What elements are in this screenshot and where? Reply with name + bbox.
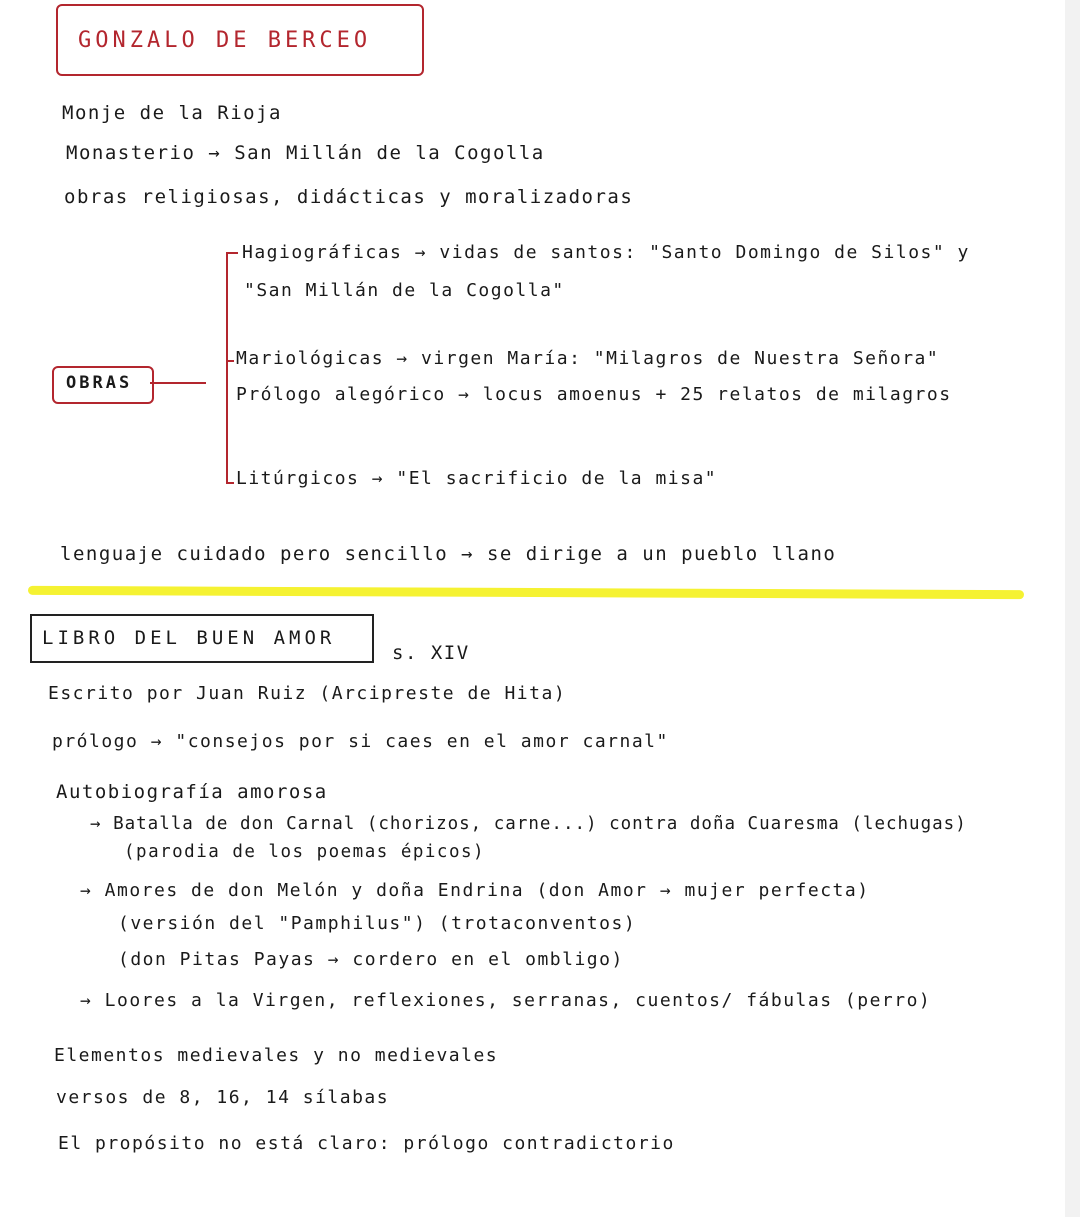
bullet-item: (versión del "Pamphilus") (trotaconventos) [118, 913, 637, 934]
section-title-libro: LIBRO DEL BUEN AMOR [42, 627, 336, 649]
note-line: prólogo → "consejos por si caes en el amor carnal" [52, 731, 669, 752]
note-line: obras religiosas, didácticas y moralizadoras [64, 186, 634, 208]
bullet-item: (don Pitas Payas → cordero en el ombligo) [118, 949, 624, 970]
bullet-item: → Loores a la Virgen, reflexiones, serranas, cuentos/ fábulas (perro) [80, 990, 932, 1011]
obra-item: Mariológicas → virgen María: "Milagros de Nuestra Señora" [236, 348, 940, 369]
bracket-tick [226, 360, 234, 362]
obra-item: "San Millán de la Cogolla" [244, 280, 565, 301]
section-title-berceo: GONZALO DE BERCEO [78, 28, 372, 53]
page-edge [1065, 0, 1080, 1217]
note-line: Elementos medievales y no medievales [54, 1045, 499, 1066]
obra-item: Prólogo alegórico → locus amoenus + 25 relatos de milagros [236, 384, 952, 405]
note-line: Autobiografía amorosa [56, 781, 328, 803]
note-line: Monje de la Rioja [62, 102, 282, 124]
century-label: s. XIV [392, 642, 470, 664]
obras-label: OBRAS [66, 373, 133, 393]
bracket-line [226, 252, 228, 484]
connector-line [150, 382, 206, 384]
note-line: lenguaje cuidado pero sencillo → se dirige a un pueblo llano [60, 543, 837, 565]
note-line: El propósito no está claro: prólogo contradictorio [58, 1133, 675, 1154]
obra-item: Litúrgicos → "El sacrificio de la misa" [236, 468, 718, 489]
note-line: Escrito por Juan Ruiz (Arcipreste de Hita) [48, 683, 567, 704]
obra-item: Hagiográficas → vidas de santos: "Santo Domingo de Silos" y [242, 242, 970, 263]
bullet-item: → Batalla de don Carnal (chorizos, carne...) contra doña Cuaresma (lechugas) [90, 814, 967, 834]
note-line: Monasterio → San Millán de la Cogolla [66, 142, 545, 164]
bracket-tick [226, 252, 238, 254]
highlight-divider [28, 586, 1024, 599]
bullet-item: (parodia de los poemas épicos) [124, 842, 486, 862]
bullet-item: → Amores de don Melón y doña Endrina (don Amor → mujer perfecta) [80, 880, 870, 901]
bracket-tick [226, 482, 234, 484]
note-line: versos de 8, 16, 14 sílabas [56, 1087, 390, 1108]
